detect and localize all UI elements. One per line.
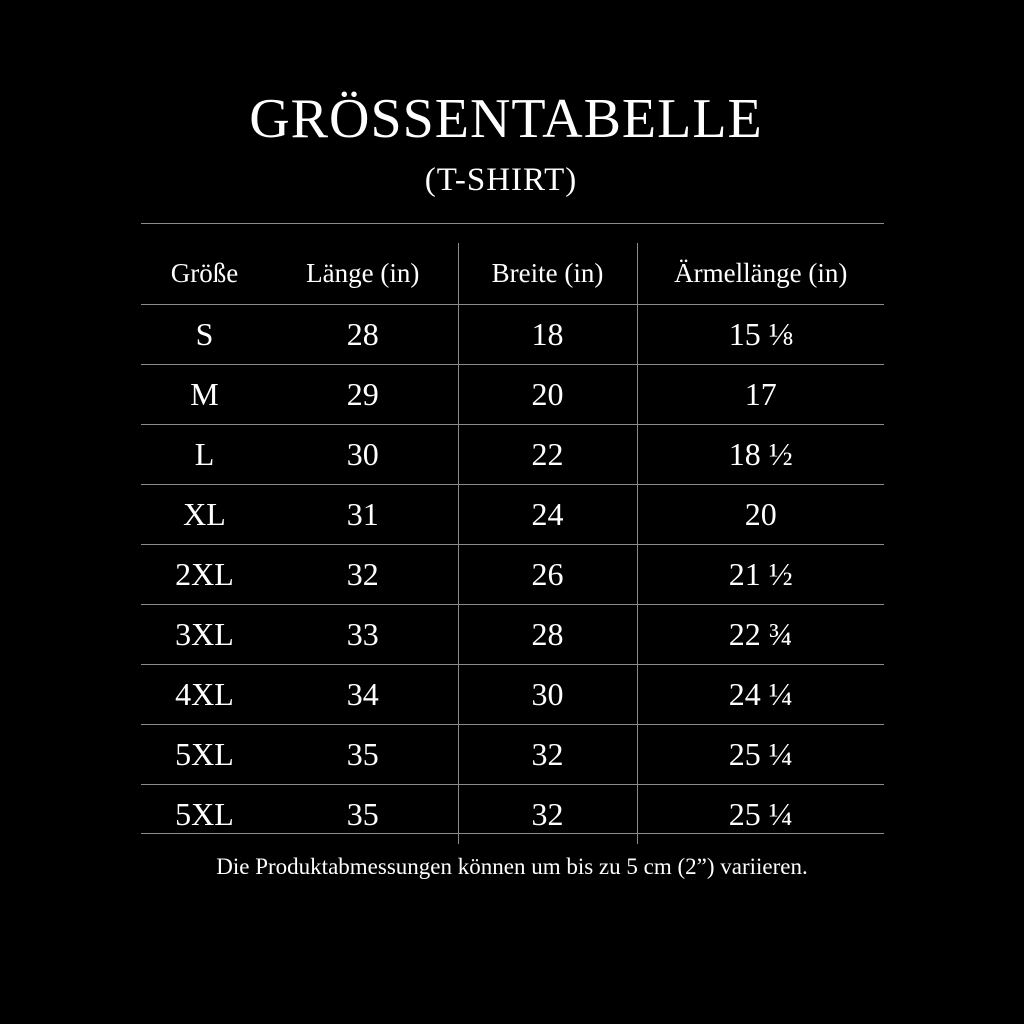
table-row	[141, 665, 884, 725]
cell-width: 28	[458, 605, 637, 665]
table-row	[141, 365, 884, 425]
cell-size: 5XL	[141, 725, 268, 785]
cell-length: 31	[268, 485, 458, 545]
table-row	[141, 785, 884, 845]
table-header-row	[141, 243, 884, 305]
cell-sleeve-length: 25 ¼	[728, 796, 793, 832]
header-length: Länge (in)	[268, 243, 458, 305]
page-title: GRÖSSENTABELLE	[249, 88, 763, 150]
cell-length: 33	[268, 605, 458, 665]
table-row	[141, 305, 884, 365]
cell-sleeve-length: 25 ¼	[637, 725, 884, 785]
header-sleeve-length: Ärmellänge (in)	[637, 243, 884, 305]
top-divider	[141, 223, 884, 224]
cell-width: 22	[458, 425, 637, 485]
cell-sleeve-length: 21 ½	[637, 545, 884, 605]
header-size: Größe	[141, 243, 268, 305]
cell-width: 30	[458, 665, 637, 725]
cell-width: 32	[458, 785, 637, 845]
cell-sleeve-length: 22 ¾	[637, 605, 884, 665]
cell-width: 20	[458, 365, 637, 425]
footnote: Die Produktabmessungen können um bis zu 5 cm (2”) variieren.	[216, 854, 808, 879]
table-row	[141, 425, 884, 485]
cell-length: 30	[268, 425, 458, 485]
bottom-divider	[141, 833, 884, 834]
cell-length: 32	[268, 545, 458, 605]
cell-width: 26	[458, 545, 637, 605]
cell-size: 3XL	[141, 605, 268, 665]
cell-length: 29	[268, 365, 458, 425]
cell-size: XL	[141, 485, 268, 545]
header-width: Breite (in)	[458, 243, 637, 305]
cell-width: 24	[458, 485, 637, 545]
cell-length: 35	[268, 725, 458, 785]
cell-sleeve-length: 18 ½	[637, 425, 884, 485]
cell-size: 5XL	[175, 796, 234, 832]
cell-length: 28	[268, 305, 458, 365]
cell-sleeve-length: 24 ¼	[637, 665, 884, 725]
cell-length: 35	[268, 785, 458, 845]
table-row	[141, 545, 884, 605]
cell-size: M	[141, 365, 268, 425]
page-subtitle: (T-SHIRT)	[424, 162, 578, 198]
cell-size: 2XL	[141, 545, 268, 605]
cell-size: 4XL	[141, 665, 268, 725]
table-row	[141, 725, 884, 785]
cell-sleeve-length: 20	[637, 485, 884, 545]
table-row	[141, 485, 884, 545]
cell-length: 34	[268, 665, 458, 725]
cell-size: L	[141, 425, 268, 485]
table-row	[141, 605, 884, 665]
cell-size: S	[141, 305, 268, 365]
cell-width: 18	[458, 305, 637, 365]
size-table	[141, 243, 884, 844]
cell-width: 32	[458, 725, 637, 785]
cell-sleeve-length: 17	[637, 365, 884, 425]
cell-sleeve-length: 15 ⅛	[637, 305, 884, 365]
